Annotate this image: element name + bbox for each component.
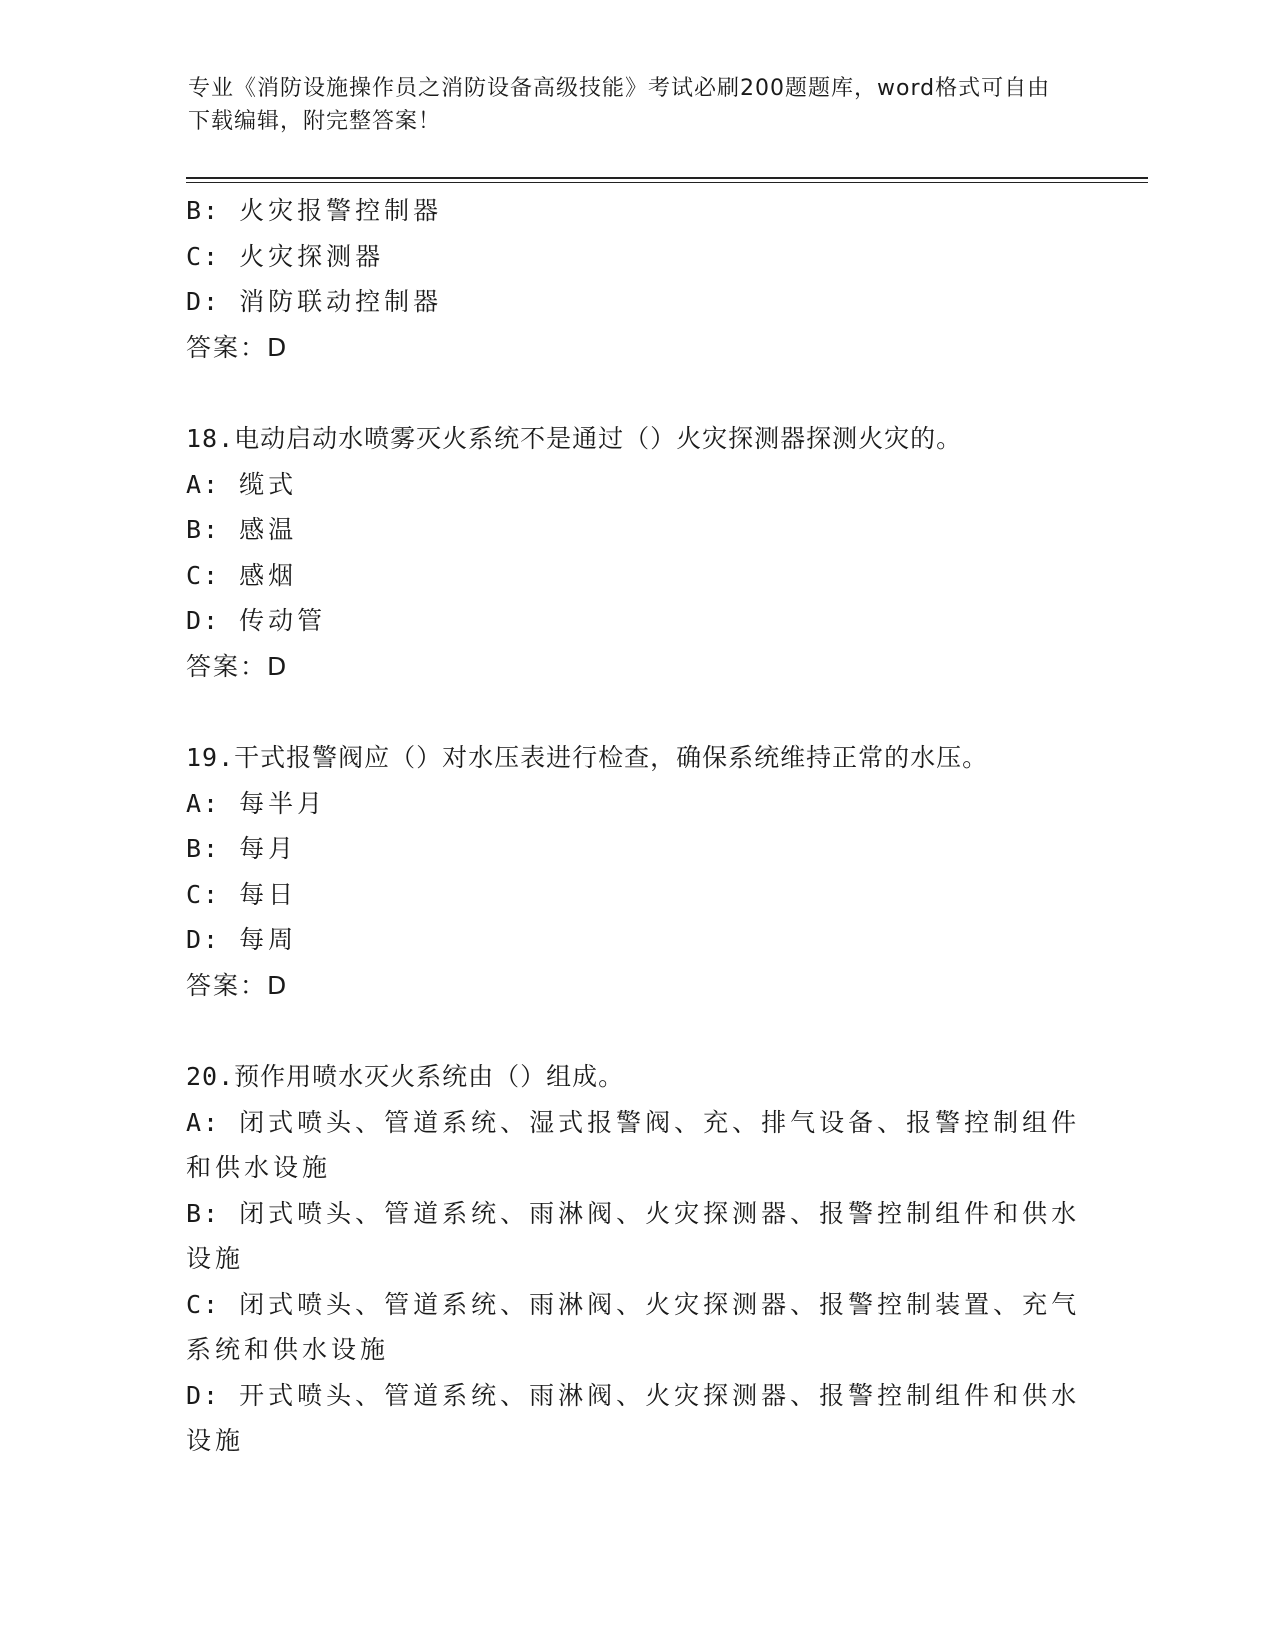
- option-text: 传动管: [239, 606, 327, 635]
- question-stem: 19.干式报警阀应（）对水压表进行检查，确保系统维持正常的水压。: [186, 743, 989, 772]
- option-text: 每周: [239, 925, 298, 954]
- option-line: [186, 507, 1086, 553]
- option-text: 闭式喷头、管道系统、湿式报警阀、充、排气设备、报警控制组件和供水设施: [186, 1107, 1081, 1182]
- option-line: [186, 1373, 1086, 1464]
- header-divider-thin: [186, 182, 1148, 183]
- option-line: [186, 462, 1086, 508]
- option-text: 感温: [239, 515, 298, 544]
- answer-line: 答案：D: [186, 332, 289, 362]
- option-line: [186, 234, 1086, 280]
- option-key: D:: [186, 1380, 221, 1410]
- option-text: 消防联动控制器: [239, 287, 443, 316]
- option-line: [186, 872, 1086, 918]
- option-line: [186, 1191, 1086, 1282]
- option-text: 缆式: [239, 469, 298, 499]
- option-text: 开式喷头、管道系统、雨淋阀、火灾探测器、报警控制组件和供水设施: [186, 1380, 1081, 1455]
- answer-line: 答案：D: [186, 970, 289, 1000]
- option-line: [186, 826, 1086, 872]
- option-key: C:: [186, 241, 221, 271]
- option-line: [186, 279, 1086, 325]
- spacer: [186, 689, 1086, 735]
- option-text: 每月: [239, 834, 298, 863]
- option-line: [186, 188, 1086, 234]
- option-text: 每半月: [239, 788, 327, 818]
- option-line: [186, 1100, 1086, 1191]
- option-key: A:: [186, 1107, 221, 1137]
- option-key: D:: [186, 925, 221, 954]
- question-stem: 18.电动启动水喷雾灭火系统不是通过（）火灾探测器探测火灾的。: [186, 424, 963, 453]
- question-content: [186, 188, 1086, 1464]
- option-key: D:: [186, 287, 221, 316]
- question-stem: 20.预作用喷水灭火系统由（）组成。: [186, 1062, 625, 1091]
- option-key: C:: [186, 879, 221, 909]
- option-key: B:: [186, 515, 221, 544]
- option-key: B:: [186, 196, 221, 225]
- spacer: [186, 1008, 1086, 1054]
- header-divider-thick: [186, 177, 1148, 179]
- option-text: 火灾报警控制器: [239, 196, 443, 225]
- option-key: D:: [186, 606, 221, 635]
- option-key: B:: [186, 1198, 221, 1228]
- spacer: [186, 370, 1086, 416]
- option-text: 每日: [239, 879, 298, 909]
- option-key: C:: [186, 1289, 221, 1319]
- answer-line: 答案：D: [186, 651, 289, 681]
- option-line: [186, 781, 1086, 827]
- option-key: C:: [186, 560, 221, 590]
- document-header: 专业《消防设施操作员之消防设备高级技能》考试必刷200题题库，word格式可自由下载编辑，附完整答案！: [188, 76, 1051, 134]
- option-line: [186, 1282, 1086, 1373]
- option-key: A:: [186, 788, 221, 818]
- option-line: [186, 598, 1086, 644]
- option-text: 闭式喷头、管道系统、雨淋阀、火灾探测器、报警控制装置、充气系统和供水设施: [186, 1289, 1081, 1364]
- option-text: 闭式喷头、管道系统、雨淋阀、火灾探测器、报警控制组件和供水设施: [186, 1198, 1081, 1273]
- option-key: A:: [186, 469, 221, 499]
- option-text: 火灾探测器: [239, 241, 385, 271]
- option-line: [186, 917, 1086, 963]
- option-line: [186, 553, 1086, 599]
- option-text: 感烟: [239, 560, 298, 590]
- option-key: B:: [186, 834, 221, 863]
